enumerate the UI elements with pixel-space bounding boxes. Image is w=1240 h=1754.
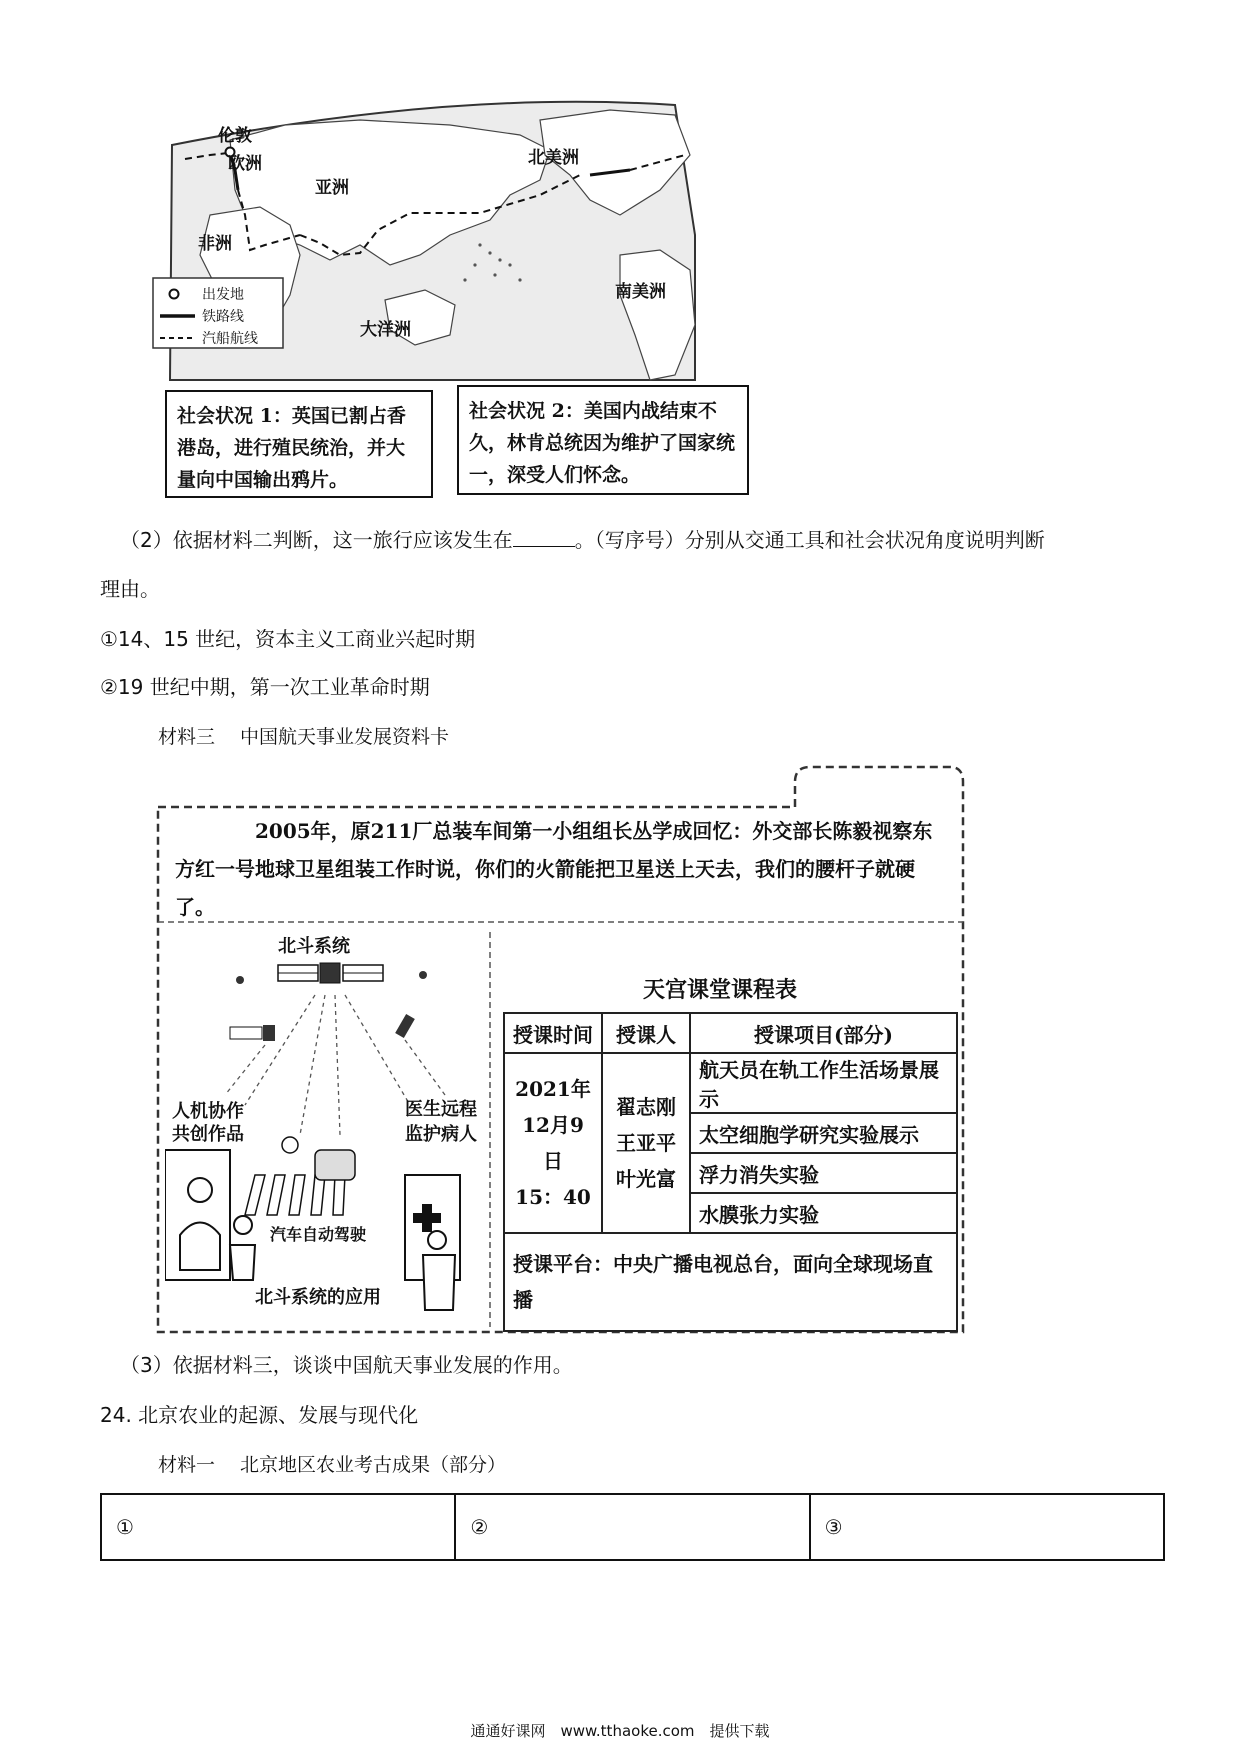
question-2 — [120, 525, 1120, 555]
teacher-name: 王亚平 — [616, 1131, 676, 1155]
table-cell-2: ② — [455, 1494, 809, 1560]
label-autodrive: 汽车自动驾驶 — [270, 1225, 367, 1244]
medical-cross-icon — [405, 1175, 460, 1310]
label-human-machine-1: 人机协作 — [172, 1101, 244, 1122]
material-3-title: 材料三 中国航天事业发展资料卡 — [158, 726, 450, 748]
label-asia: 亚洲 — [315, 178, 349, 198]
cell-teachers — [602, 1053, 690, 1233]
time-line: 15：40 — [515, 1185, 591, 1209]
quote-body: 2005年，原211厂总装车间第一小组组长丛学成回忆：外交部长陈毅视察东方红一号地球卫星组装工作时说，你们的火箭能把卫星送上天去，我们的腰杆子就硬了。 — [175, 819, 933, 919]
label-europe: 欧洲 — [228, 154, 262, 174]
question-2-part1: （2）依据材料二判断，这一旅行应该发生在 — [120, 528, 513, 552]
cell-platform: 授课平台：中央广播电视总台，面向全球现场直播 — [504, 1233, 957, 1331]
footer-text: 通通好课网 www.tthaoke.com 提供下载 — [470, 1722, 770, 1740]
social-condition-2: 社会状况 2：美国内战结束不久，林肯总统因为维护了国家统一，深受人们怀念。 — [457, 385, 749, 495]
cell-item: 浮力消失实验 — [690, 1153, 957, 1193]
header-teacher: 授课人 — [602, 1013, 690, 1053]
question-3: （3）依据材料三，谈谈中国航天事业发展的作用。 — [120, 1353, 573, 1377]
illustration-caption: 北斗系统的应用 — [255, 1287, 381, 1308]
table-cell-3: ③ — [810, 1494, 1164, 1560]
label-doctor-2: 监护病人 — [405, 1124, 477, 1145]
cell-item: 水膜张力实验 — [690, 1193, 957, 1233]
label-doctor-1: 医生远程 — [405, 1099, 477, 1120]
cell-time — [504, 1053, 602, 1233]
satellite-icon — [278, 963, 383, 983]
label-north-america: 北美洲 — [528, 148, 579, 168]
teacher-name: 叶光富 — [616, 1167, 676, 1191]
label-london: 伦敦 — [218, 126, 252, 146]
table-row — [504, 1053, 957, 1113]
schedule-table — [503, 1012, 958, 1332]
schedule-header-row — [504, 1013, 957, 1053]
table-row — [504, 1233, 957, 1331]
label-south-america: 南美洲 — [615, 282, 666, 302]
time-line: 12月9日 — [522, 1113, 584, 1173]
header-item: 授课项目(部分) — [690, 1013, 957, 1053]
question-24: 24. 北京农业的起源、发展与现代化 — [100, 1403, 419, 1427]
time-line: 2021年 — [515, 1077, 591, 1101]
legend-railway: 铁路线 — [202, 309, 244, 325]
world-map — [150, 95, 770, 395]
schedule-title: 天宫课堂课程表 — [642, 977, 797, 1003]
archaeology-table — [100, 1493, 1165, 1561]
cell-item: 航天员在轨工作生活场景展示 — [690, 1053, 957, 1113]
map-graphic — [150, 95, 770, 395]
label-oceania: 大洋洲 — [360, 320, 411, 340]
option-1: ①14、15 世纪，资本主义工商业兴起时期 — [100, 627, 476, 651]
table-cell-1: ① — [101, 1494, 455, 1560]
option-2: ②19 世纪中期，第一次工业革命时期 — [100, 675, 430, 699]
map-legend — [153, 278, 283, 348]
question-2-part3: 理由。 — [100, 577, 160, 601]
legend-origin: 出发地 — [202, 287, 244, 303]
material-1-title: 材料一 北京地区农业考古成果（部分） — [158, 1454, 507, 1476]
legend-steamship: 汽船航线 — [202, 331, 258, 347]
cell-item: 太空细胞学研究实验展示 — [690, 1113, 957, 1153]
label-beidou-system: 北斗系统 — [278, 936, 350, 957]
teacher-name: 翟志刚 — [616, 1095, 676, 1119]
answer-blank[interactable] — [513, 528, 575, 547]
social-condition-1: 社会状况 1：英国已割占香港岛，进行殖民统治，并大量向中国输出鸦片。 — [165, 390, 433, 498]
question-2-part2: 。（写序号）分别从交通工具和社会状况角度说明判断 — [574, 528, 1045, 552]
header-time: 授课时间 — [504, 1013, 602, 1053]
table-row — [101, 1494, 1164, 1560]
label-human-machine-2: 共创作品 — [172, 1124, 244, 1145]
quote-text — [175, 812, 945, 926]
label-africa: 非洲 — [198, 234, 232, 254]
